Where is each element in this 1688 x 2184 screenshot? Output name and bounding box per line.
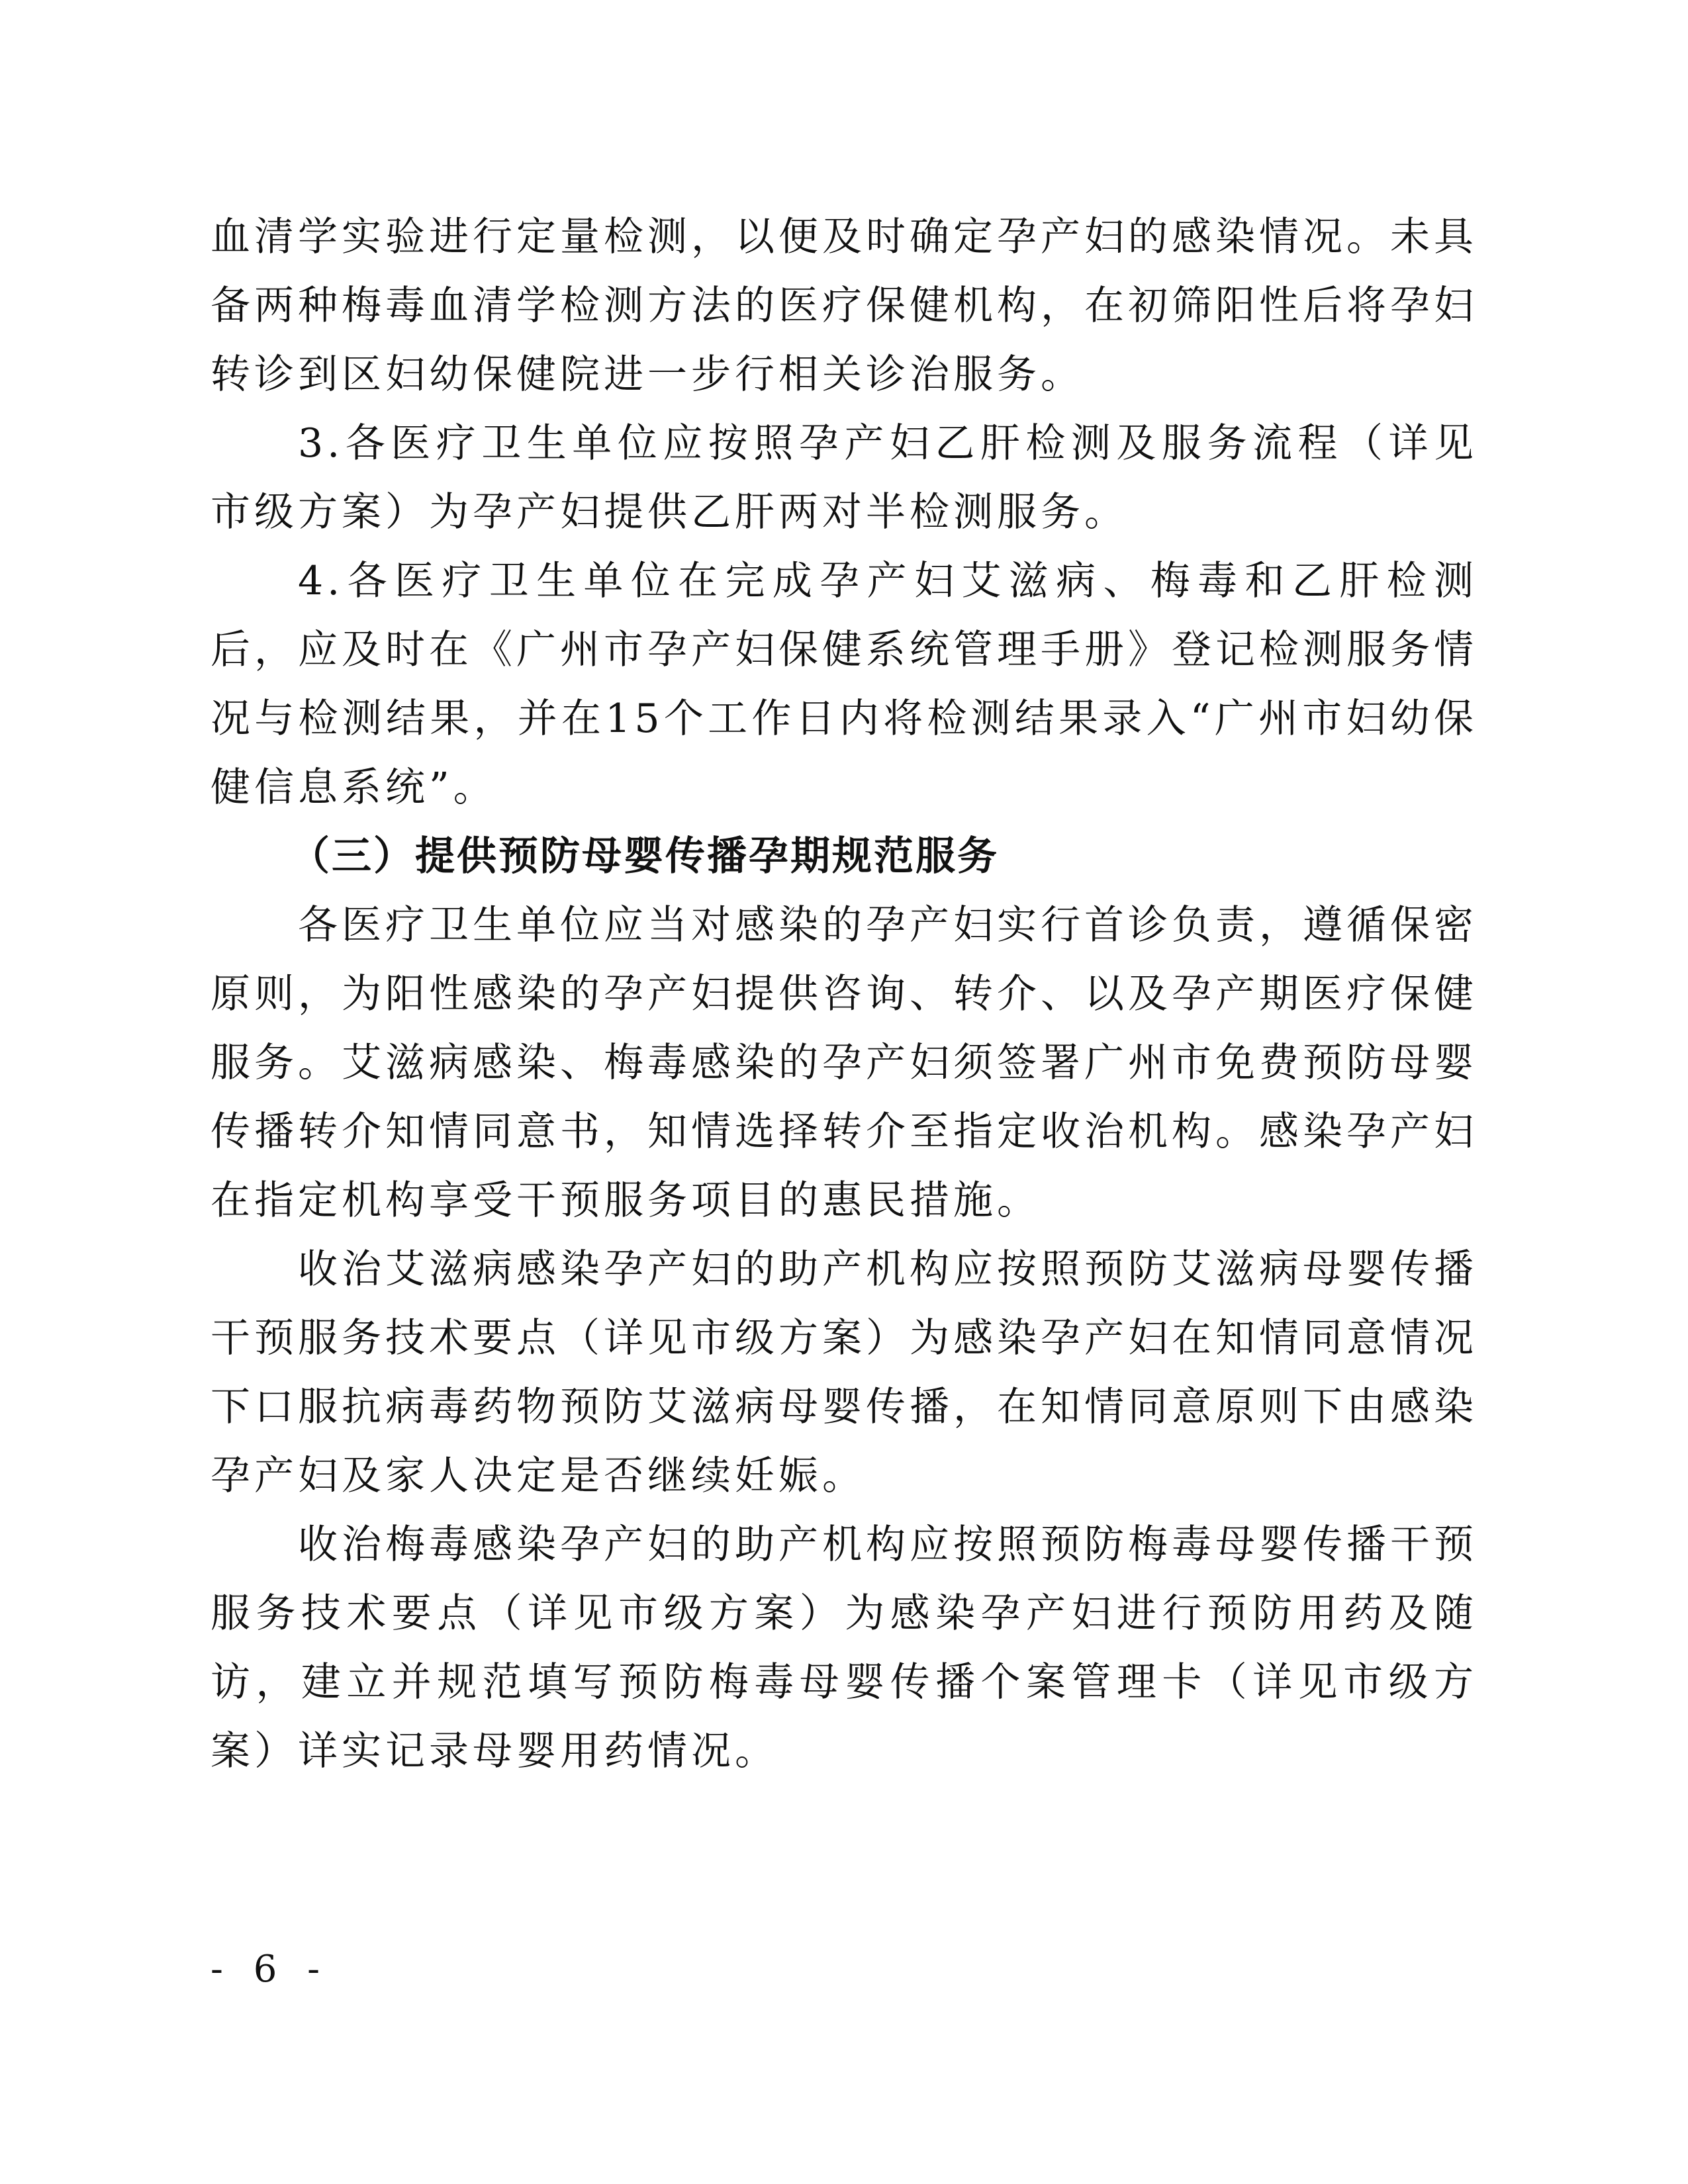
page-number: - 6 -: [211, 1948, 330, 1991]
paragraph-hiv-treatment: 收治艾滋病感染孕产妇的助产机构应按照预防艾滋病母婴传播干预服务技术要点（详见市级方案）为感染孕产妇在知情同意情况下口服抗病毒药物预防艾滋病母婴传播，在知情同意原则下由感染孕产妇及家人决定是否继续妊娠。: [211, 1246, 1477, 1499]
paragraph-item-3: 3.各医疗卫生单位应按照孕产妇乙肝检测及服务流程（详见市级方案）为孕产妇提供乙肝两对半检测服务。: [211, 420, 1477, 535]
paragraph-syphilis-treatment: 收治梅毒感染孕产妇的助产机构应按照预防梅毒母婴传播干预服务技术要点（详见市级方案）为感染孕产妇进行预防用药及随访，建立并规范填写预防梅毒母婴传播个案管理卡（详见市级方案）详实记录母婴用药情况。: [211, 1522, 1477, 1774]
paragraph-item-4: 4.各医疗卫生单位在完成孕产妇艾滋病、梅毒和乙肝检测后，应及时在《广州市孕产妇保健系统管理手册》登记检测服务情况与检测结果，并在15个工作日内将检测结果录入“广州市妇幼保健信息系统”。: [211, 558, 1477, 811]
paragraph-first-diagnosis: 各医疗卫生单位应当对感染的孕产妇实行首诊负责，遵循保密原则，为阳性感染的孕产妇提供咨询、转介、以及孕产期医疗保健服务。艾滋病感染、梅毒感染的孕产妇须签署广州市免费预防母婴传播转介知情同意书，知情选择转介至指定收治机构。感染孕产妇在指定机构享受干预服务项目的惠民措施。: [211, 902, 1477, 1224]
paragraph-continuation: 血清学实验进行定量检测，以便及时确定孕产妇的感染情况。未具备两种梅毒血清学检测方法的医疗保健机构，在初筛阳性后将孕妇转诊到区妇幼保健院进一步行相关诊治服务。: [211, 214, 1477, 398]
document-body: [211, 203, 1477, 1786]
section-heading: （三）提供预防母婴传播孕期规范服务: [290, 833, 999, 880]
